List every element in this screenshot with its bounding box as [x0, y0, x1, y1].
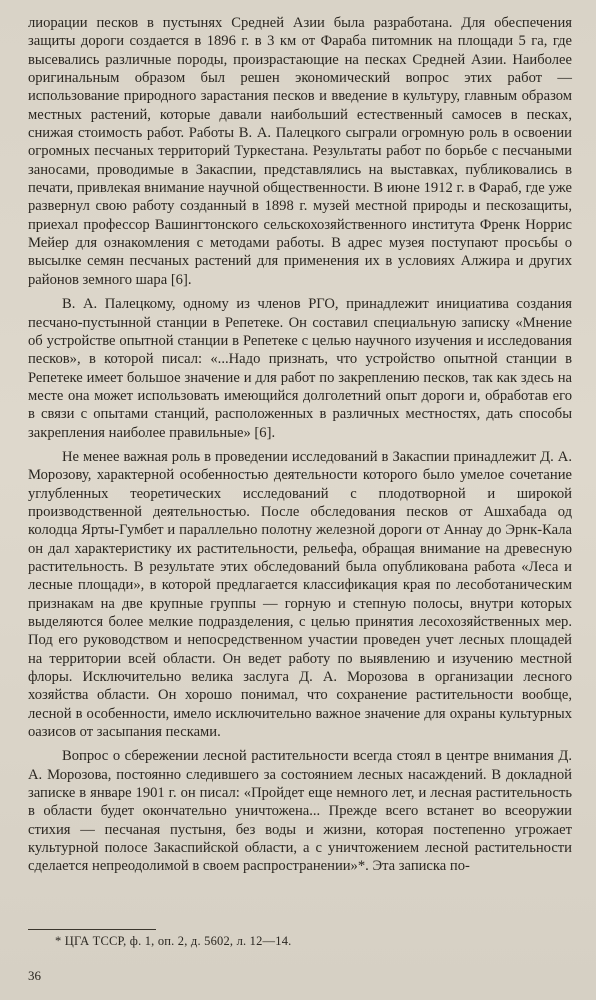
page-number: 36	[28, 968, 41, 983]
footnote-divider	[28, 929, 156, 930]
paragraph-3: Не менее важная роль в проведении исследований в Закаспии принадлежит Д. А. Морозову, характерной особенностью деятельности которого было умелое сочетание углубленных теоретических исследований с плодотворной и широкой производственной деятельностью. После обследования песков от Ашхабада од колодца Ярты-Гумбет и параллельно полотну железной дороги от Аннау до Эрнк-Кала он дал характеристику их растительности, рельефа, обращая внимание на древесную растительность. В результате этих обследований была опубликована работа «Леса и лесные площади», в которой предлагается классификация края по лесоботаническим признакам на две крупные группы — горную и степную полосы, внутри которых выделяются более мелкие подразделения, с целью принятия лесохозяйственных мер. Под его руководством и непосредственном участии проведен учет лесных площадей на территории всей области. Он ведет работу по выявлению и изучению местной флоры. Исключительно велика заслуга Д. А. Морозова в организации лесного хозяйства области. Он хорошо понимал, что сохранение растительности вообще, лесной в особенности, имело исключительно важное значение для охраны культурных оазисов от засыпания песками.	[28, 448, 572, 741]
paragraph-2: В. А. Палецкому, одному из членов РГО, принадлежит инициатива создания песчано-пустынной станции в Репетеке. Он составил специальную записку «Мнение об устройстве опытной станции в Репетеке с целью научного изучения и исследования песков», в которой писал: «...Надо признать, что устройство опытной станции в Репетеке имеет большое значение и для работ по закреплению песков, так как здесь на месте она может использовать имеющийся долголетний опыт дороги и, обработав его в связи с опытами станций, расположенных в различных местностях, дать способы закрепления наиболее правильные» [6].	[28, 296, 572, 441]
paragraph-1: лиорации песков в пустынях Средней Азии была разработана. Для обеспечения защиты дороги создается в 1896 г. в 3 км от Фараба питомник на площади 5 га, где высевались различные породы, произрастающие на песках Средней Азии. Наиболее оригинальным образом был решен экономический вопрос этих работ — использование природного зарастания песков и введение в культуру, главным образом местных растений, которые давали наибольший естественный самосев в песках, снижая стоимость работ. Работы В. А. Палецкого сыграли огромную роль в освоении огромных песчаных территорий Туркестана. Результаты работ по борьбе с песчаными заносами, проводимые в Закаспии, представлялись на выставках, публиковались в печати, привлекая внимание научной общественности. В июне 1912 г. в Фараб, где уже развернул свою работу созданный в 1898 г. музей местной природы и пескозащиты, приехал профессор Вашингтонского сельскохозяйственного института Френк Норрис Мейер для ознакомления с методами работы. В адрес музея поступают просьбы о высылке семян песчаных растений для применения их в условиях Алжира и других районов земного шара [6].	[28, 15, 572, 288]
paragraph-4: Вопрос о сбережении лесной растительности всегда стоял в центре внимания Д. А. Морозова, постоянно следившего за состоянием лесных насаждений. В докладной записке в январе 1901 г. он писал: «Пройдет еще немного лет, и лесная растительность в области будет окончательно уничтожена... Прежде всего встанет во всеоружии стихия — песчаная пустыня, без воды и жизни, которая постепенно угрожает культурной полосе Закаспийской области, а с уничтожением лесной растительности сделается непреодолимой в своем распространении»*. Эта записка по-	[28, 748, 572, 875]
footnote: * ЦГА ТССР, ф. 1, оп. 2, д. 5602, л. 12—14.	[55, 934, 292, 948]
